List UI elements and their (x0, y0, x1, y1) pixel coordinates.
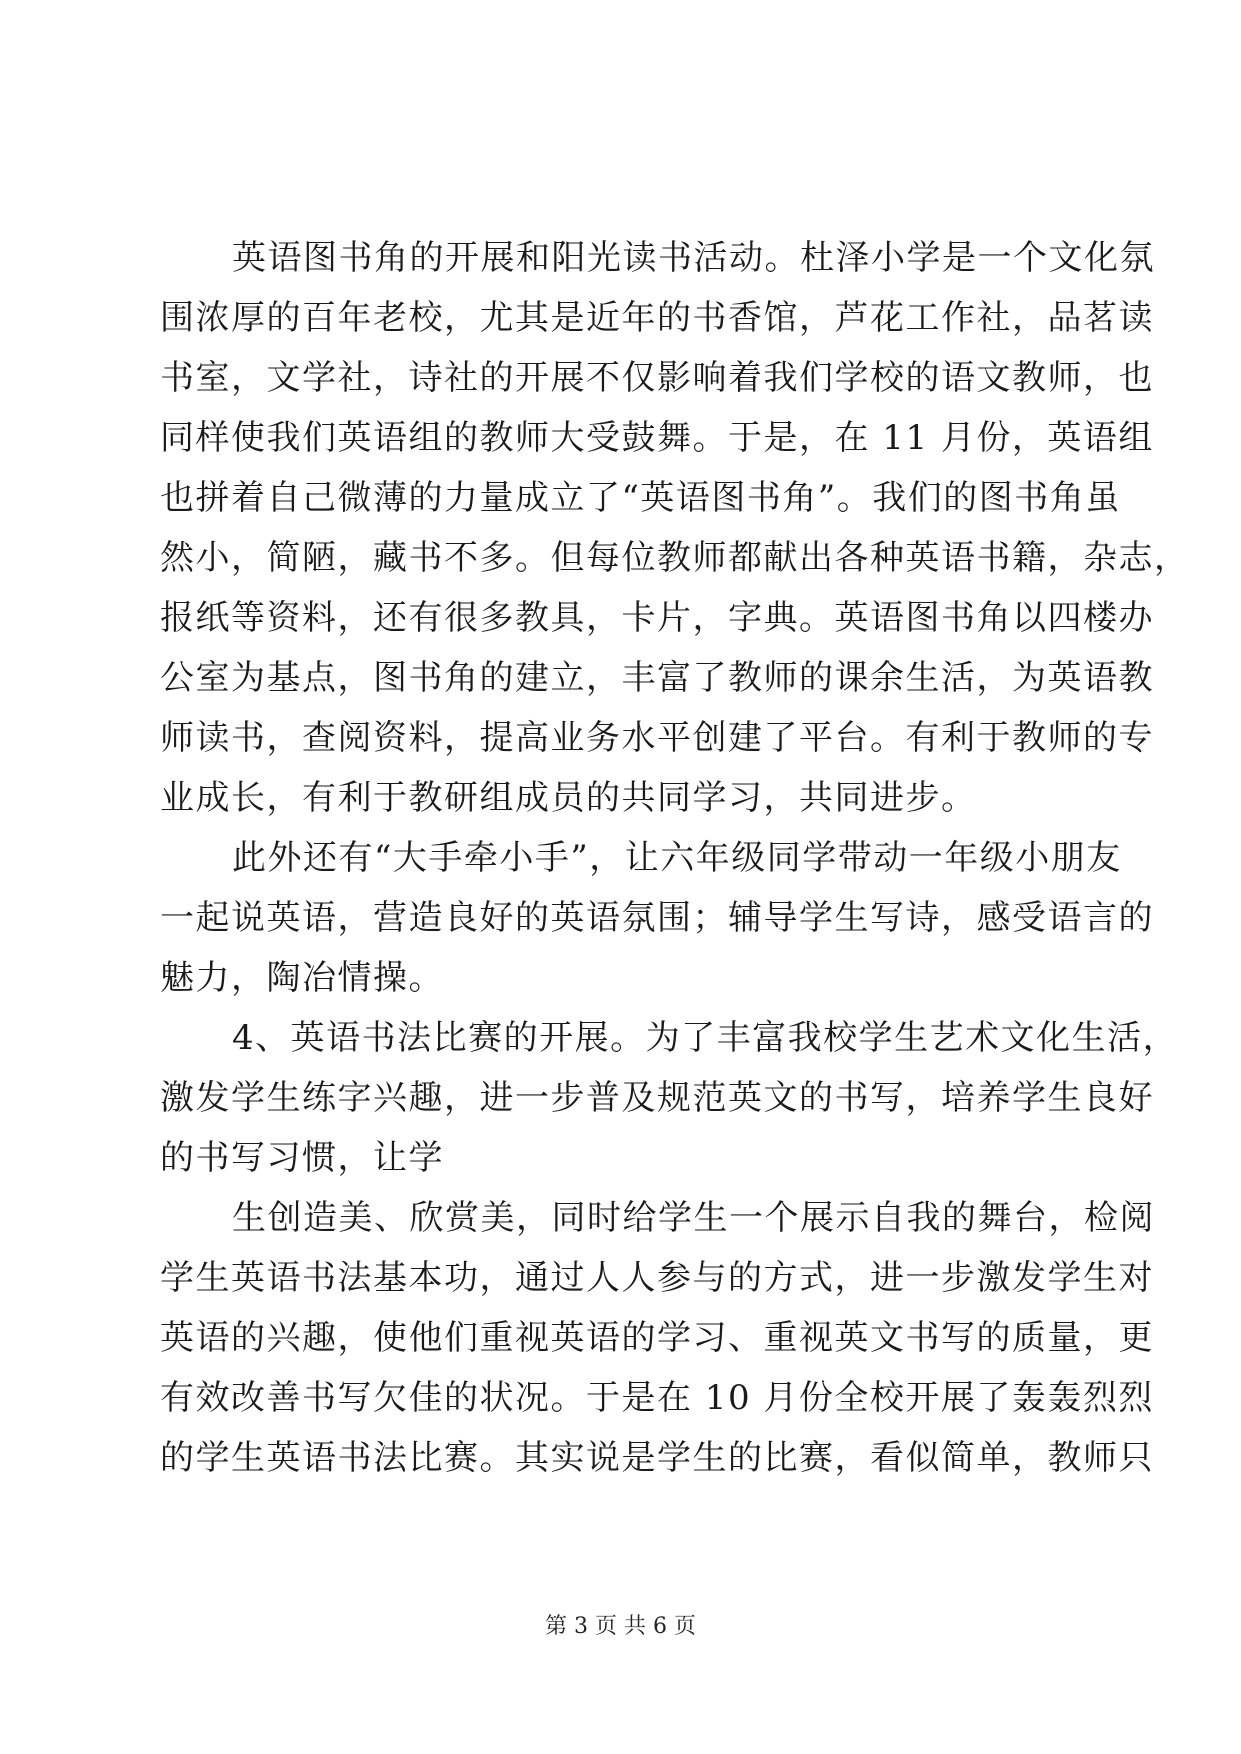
text-line: 围浓厚的百年老校，尤其是近年的书香馆，芦花工作社，品茗读 (160, 298, 1154, 338)
text-line: 书室，文学社，诗社的开展不仅影响着我们学校的语文教师，也 (160, 358, 1154, 398)
text-line: 有效改善书写欠佳的状况。于是在 10 月份全校开展了轰轰烈烈 (160, 1378, 1154, 1418)
text-line: 也拼着自己微薄的力量成立了“英语图书角”。我们的图书角虽 (160, 478, 1121, 518)
text-line: 报纸等资料，还有很多教具，卡片，字典。英语图书角以四楼办 (160, 598, 1154, 638)
page-number-footer: 第 3 页 共 6 页 (545, 1614, 696, 1639)
text-line: 英语的兴趣，使他们重视英语的学习、重视英文书写的质量，更 (160, 1318, 1154, 1358)
text-line: 魅力，陶冶情操。 (160, 958, 444, 998)
paragraph (160, 1188, 1155, 1488)
text-line: 学生英语书法基本功，通过人人参与的方式，进一步激发学生对 (160, 1258, 1154, 1298)
document-body (160, 228, 1190, 1488)
text-line: 师读书，查阅资料，提高业务水平创建了平台。有利于教师的专 (160, 718, 1154, 758)
text-line: 英语图书角的开展和阳光读书活动。杜泽小学是一个文化氛 (232, 238, 1155, 278)
text-line: 的学生英语书法比赛。其实说是学生的比赛，看似简单，教师只 (160, 1438, 1154, 1478)
paragraph (160, 1008, 1179, 1188)
text-line: 4、英语书法比赛的开展。为了丰富我校学生艺术文化生活， (232, 1018, 1179, 1058)
text-line: 一起说英语，营造良好的英语氛围；辅导学生写诗，感受语言的 (160, 898, 1154, 938)
paragraph (160, 228, 1190, 828)
text-line: 激发学生练字兴趣，进一步普及规范英文的书写，培养学生良好 (160, 1078, 1154, 1118)
text-line: 业成长，有利于教研组成员的共同学习，共同进步。 (160, 778, 977, 818)
paragraph (160, 828, 1154, 1008)
text-line: 公室为基点，图书角的建立，丰富了教师的课余生活，为英语教 (160, 658, 1154, 698)
text-line: 然小，简陋，藏书不多。但每位教师都献出各种英语书籍，杂志， (160, 538, 1190, 578)
text-line: 生创造美、欣赏美，同时给学生一个展示自我的舞台，检阅 (232, 1198, 1155, 1238)
text-line: 的书写习惯，让学 (160, 1138, 444, 1178)
text-line: 此外还有“大手牵小手”，让六年级同学带动一年级小朋友 (232, 838, 1122, 878)
text-line: 同样使我们英语组的教师大受鼓舞。于是，在 11 月份，英语组 (160, 418, 1154, 458)
